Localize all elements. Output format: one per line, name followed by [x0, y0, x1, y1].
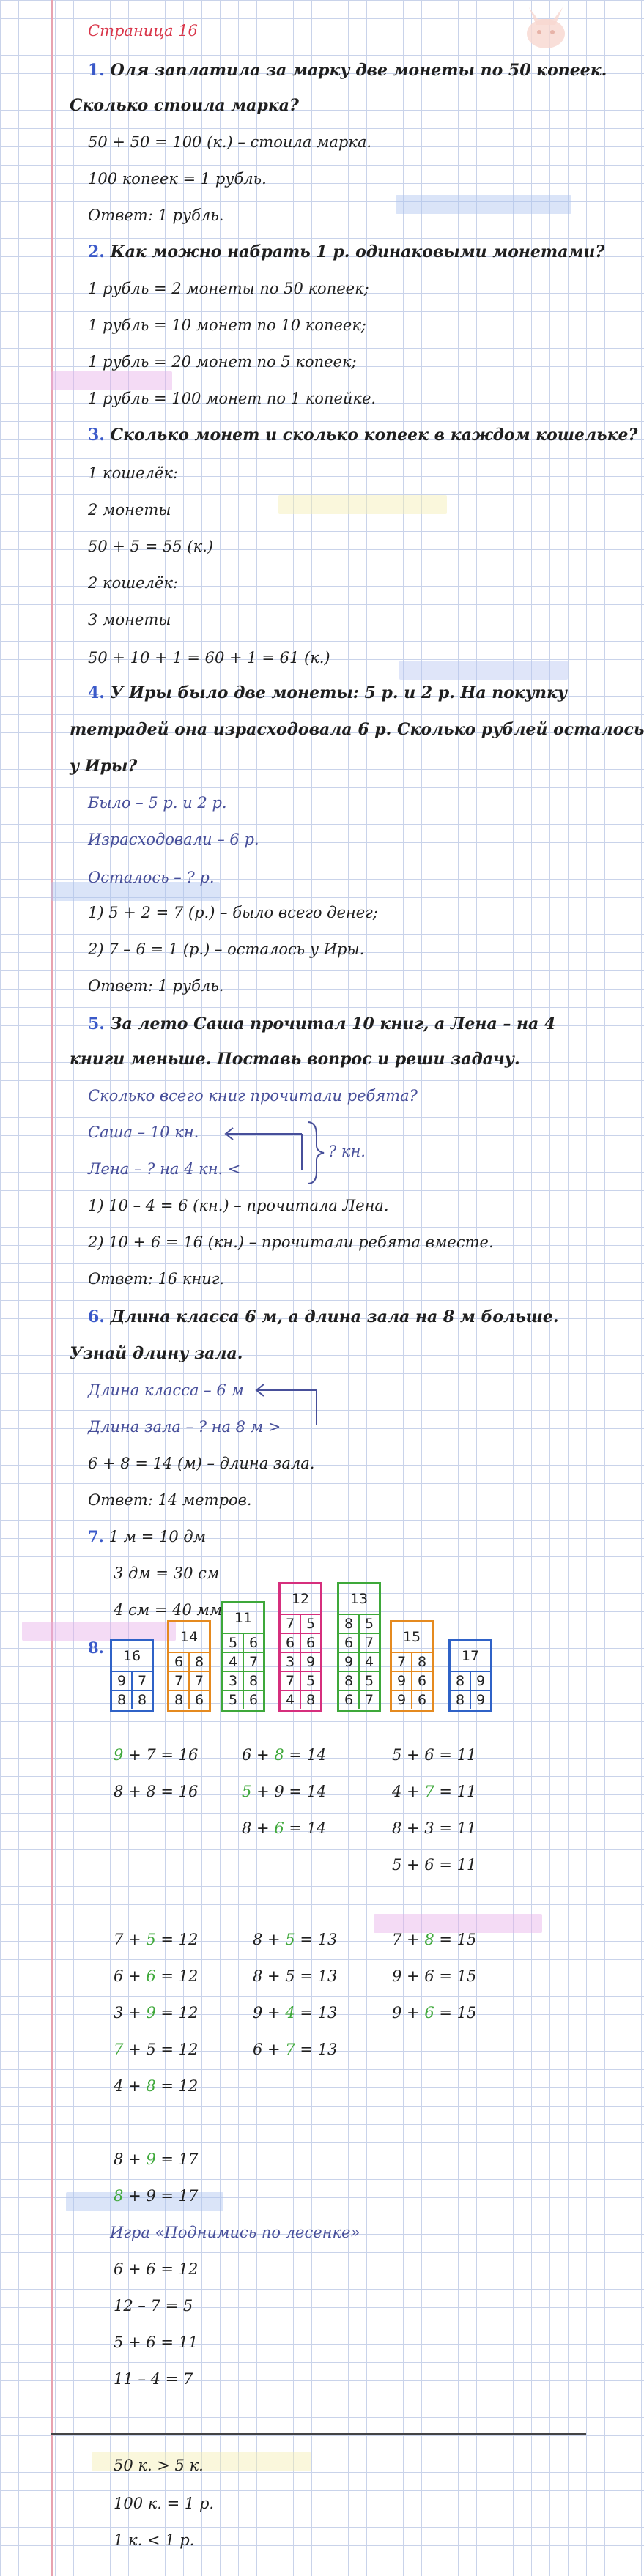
- tower-cell-number: 7: [131, 1672, 152, 1690]
- task4-condition: Осталось – ? р.: [88, 869, 215, 886]
- tower-top-number: 12: [291, 1591, 310, 1607]
- game-line: 5 + 6 = 11: [114, 2334, 199, 2351]
- tower-cell-number: 5: [228, 1692, 238, 1708]
- task5-question-line2: книги меньше. Поставь вопрос и реши задачу.: [70, 1050, 520, 1069]
- tower-cell-number: 6: [188, 1691, 209, 1709]
- tower-cell-number: 4: [228, 1654, 238, 1670]
- task3-line: 50 + 5 = 55 (к.): [88, 538, 213, 555]
- task8-equation: 9 + 6 = 15: [392, 2004, 477, 2022]
- game-title: Игра «Поднимись по лесенке»: [110, 2224, 360, 2241]
- task8-equation: 8 + 5 = 13: [253, 1931, 338, 1948]
- task8-equation: 8 + 9 = 17: [114, 2187, 199, 2205]
- tower-cell-number: 6: [174, 1654, 184, 1670]
- task1-solution-line: 50 + 50 = 100 (к.) – стоила марка.: [88, 133, 372, 151]
- task8-equation: 9 + 7 = 16: [114, 1746, 199, 1764]
- tower-cell-number: 7: [188, 1672, 209, 1690]
- task4-condition: Было – 5 р. и 2 р.: [88, 794, 227, 812]
- task8-equation: 4 + 7 = 11: [392, 1783, 477, 1800]
- tower-cell-number: 6: [300, 1634, 320, 1652]
- tower-cell-number: 6: [285, 1635, 295, 1651]
- task8-equation: 9 + 4 = 13: [253, 2004, 338, 2022]
- task8-equation: 6 + 6 = 12: [114, 1967, 199, 1985]
- tower-cell-number: 9: [300, 1653, 320, 1671]
- compare-line: 100 к. = 1 р.: [114, 2495, 215, 2512]
- task8-equation: 4 + 8 = 12: [114, 2077, 199, 2095]
- tower-cell-number: 5: [228, 1635, 238, 1651]
- task8-equation: 7 + 5 = 12: [114, 1931, 199, 1948]
- task8-equation: 5 + 9 = 14: [242, 1783, 327, 1800]
- tower-cell-number: 8: [188, 1653, 209, 1671]
- task1-answer: Ответ: 1 рубль.: [88, 207, 224, 224]
- tower-top-number: 16: [122, 1648, 141, 1664]
- task5-question: 5. За лето Саша прочитал 10 книг, а Лена – на 4: [88, 1014, 556, 1033]
- task7-line: 3 дм = 30 см: [114, 1564, 220, 1582]
- compare-line: 50 к. > 5 к.: [114, 2457, 204, 2474]
- task5-brace-label: ? кн.: [328, 1143, 366, 1160]
- task4-question-line2: тетрадей она израсходовала 6 р. Сколько рублей осталось: [70, 720, 644, 739]
- task8-equation: 5 + 6 = 11: [392, 1746, 477, 1764]
- task8-equation: 8 + 8 = 16: [114, 1783, 199, 1800]
- task6-diagram: [249, 1377, 330, 1436]
- highlight-mark: [278, 495, 447, 514]
- tower-cell-number: 8: [344, 1616, 354, 1632]
- task6-answer: Ответ: 14 метров.: [88, 1491, 252, 1509]
- task1-question-line2: Сколько стоила марка?: [70, 96, 299, 115]
- task3-question: 3. Сколько монет и сколько копеек в каждом кошельке?: [88, 426, 638, 445]
- tower-cell-number: 7: [358, 1691, 379, 1709]
- task5-solution-line: 1) 10 – 4 = 6 (кн.) – прочитала Лена.: [88, 1197, 389, 1214]
- task8-equation: 7 + 5 = 12: [114, 2041, 199, 2058]
- task8-equation: 9 + 6 = 15: [392, 1967, 477, 1985]
- task2-line: 1 рубль = 20 монет по 5 копеек;: [88, 353, 357, 371]
- mascot-logo: [513, 0, 579, 53]
- task3-line: 2 монеты: [88, 501, 171, 519]
- tower-cell-number: 9: [470, 1672, 490, 1690]
- task5-answer: Ответ: 16 книг.: [88, 1270, 225, 1288]
- tower-cell-number: 6: [243, 1634, 263, 1652]
- tower-top-number: 13: [349, 1591, 369, 1607]
- number-tower: [448, 1639, 492, 1712]
- task2-question: 2. Как можно набрать 1 р. одинаковыми монетами?: [88, 242, 605, 261]
- tower-cell-number: 8: [455, 1673, 465, 1689]
- task6-solution-line: 6 + 8 = 14 (м) – длина зала.: [88, 1455, 315, 1472]
- tower-cell-number: 9: [396, 1673, 407, 1689]
- tower-cell-number: 4: [285, 1692, 295, 1708]
- tower-cell-number: 6: [344, 1692, 354, 1708]
- tower-cell-number: 7: [285, 1616, 295, 1632]
- task1-solution-line: 100 копеек = 1 рубль.: [88, 170, 267, 188]
- tower-cell-number: 5: [358, 1672, 379, 1690]
- game-line: 6 + 6 = 12: [114, 2260, 199, 2278]
- tower-top-number: 11: [234, 1610, 253, 1626]
- task4-question: 4. У Иры было две монеты: 5 р. и 2 р. На покупку: [88, 683, 567, 702]
- tower-cell-number: 5: [300, 1615, 320, 1633]
- task8-number: 8.: [88, 1638, 104, 1657]
- number-tower: [278, 1582, 322, 1712]
- tower-cell-number: 8: [455, 1692, 465, 1708]
- tower-cell-number: 3: [285, 1654, 295, 1670]
- task8-equation: 8 + 6 = 14: [242, 1819, 327, 1837]
- task7-line: 7. 1 м = 10 дм: [88, 1527, 207, 1545]
- task4-question-line3: у Иры?: [70, 757, 138, 776]
- tower-cell-number: 8: [174, 1692, 184, 1708]
- game-line: 12 – 7 = 5: [114, 2297, 193, 2315]
- task8-equation: 8 + 5 = 13: [253, 1967, 338, 1985]
- tower-cell-number: 7: [358, 1634, 379, 1652]
- tower-cell-number: 4: [358, 1653, 379, 1671]
- task3-line: 1 кошелёк:: [88, 464, 178, 482]
- task2-line: 1 рубль = 10 монет по 10 копеек;: [88, 316, 366, 334]
- tower-cell-number: 8: [116, 1692, 127, 1708]
- tower-cell-number: 5: [358, 1615, 379, 1633]
- task8-equation: 7 + 8 = 15: [392, 1931, 477, 1948]
- tower-cell-number: 7: [396, 1654, 407, 1670]
- tower-cell-number: 8: [411, 1653, 432, 1671]
- compare-line: 1 к. < 1 р.: [114, 2531, 195, 2549]
- number-tower: [390, 1620, 434, 1712]
- tower-cell-number: 7: [285, 1673, 295, 1689]
- tower-cell-number: 9: [470, 1691, 490, 1709]
- task6-condition: Длина класса – 6 м: [88, 1381, 244, 1399]
- game-line: 11 – 4 = 7: [114, 2370, 193, 2388]
- task3-line: 50 + 10 + 1 = 60 + 1 = 61 (к.): [88, 649, 330, 667]
- task6-condition: Длина зала – ? на 8 м >: [88, 1418, 281, 1436]
- number-tower: [221, 1601, 265, 1712]
- tower-cell-number: 5: [300, 1672, 320, 1690]
- task5-diagram: [220, 1113, 337, 1194]
- task8-equation: 8 + 3 = 11: [392, 1819, 477, 1837]
- task8-equation: 8 + 9 = 17: [114, 2150, 199, 2168]
- tower-cell-number: 9: [396, 1692, 407, 1708]
- number-tower: [167, 1620, 211, 1712]
- number-tower: [337, 1582, 381, 1712]
- task5-condition: Лена – ? на 4 кн. <: [88, 1160, 241, 1178]
- task8-equation: 6 + 7 = 13: [253, 2041, 338, 2058]
- task2-line: 1 рубль = 100 монет по 1 копейке.: [88, 390, 377, 407]
- task4-solution-line: 2) 7 – 6 = 1 (р.) – осталось у Иры.: [88, 940, 365, 958]
- tower-cell-number: 6: [243, 1691, 263, 1709]
- highlight-mark: [396, 195, 571, 214]
- tower-cell-number: 7: [243, 1653, 263, 1671]
- tower-top-number: 17: [461, 1648, 480, 1664]
- task5-posed-question: Сколько всего книг прочитали ребята?: [88, 1087, 418, 1105]
- task2-line: 1 рубль = 2 монеты по 50 копеек;: [88, 280, 369, 297]
- task4-answer: Ответ: 1 рубль.: [88, 977, 224, 995]
- task3-line: 3 монеты: [88, 611, 171, 628]
- task7-line: 4 см = 40 мм: [114, 1601, 223, 1619]
- task8-equation: 6 + 8 = 14: [242, 1746, 327, 1764]
- task1-question: 1. Оля заплатила за марку две монеты по 50 копеек.: [88, 61, 607, 80]
- number-tower: [110, 1639, 154, 1712]
- tower-cell-number: 6: [411, 1672, 432, 1690]
- tower-cell-number: 9: [116, 1673, 127, 1689]
- page-title: Страница 16: [88, 22, 198, 40]
- highlight-mark: [399, 661, 568, 680]
- task3-line: 2 кошелёк:: [88, 574, 178, 592]
- task8-equation: 5 + 6 = 11: [392, 1856, 477, 1874]
- section-divider: [51, 2433, 586, 2435]
- tower-cell-number: 3: [228, 1673, 238, 1689]
- task6-question-line2: Узнай длину зала.: [70, 1344, 243, 1363]
- tower-top-number: 14: [179, 1629, 199, 1645]
- tower-cell-number: 7: [174, 1673, 184, 1689]
- tower-cell-number: 6: [411, 1691, 432, 1709]
- tower-cell-number: 8: [344, 1673, 354, 1689]
- task4-condition: Израсходовали – 6 р.: [88, 831, 259, 848]
- task6-question: 6. Длина класса 6 м, а длина зала на 8 м больше.: [88, 1307, 559, 1326]
- task5-solution-line: 2) 10 + 6 = 16 (кн.) – прочитали ребята вместе.: [88, 1233, 494, 1251]
- task5-condition: Саша – 10 кн.: [88, 1124, 199, 1141]
- tower-top-number: 15: [402, 1629, 421, 1645]
- tower-cell-number: 6: [344, 1635, 354, 1651]
- tower-cell-number: 8: [243, 1672, 263, 1690]
- task8-equation: 3 + 9 = 12: [114, 2004, 199, 2022]
- tower-cell-number: 9: [344, 1654, 354, 1670]
- tower-cell-number: 8: [300, 1691, 320, 1709]
- task4-solution-line: 1) 5 + 2 = 7 (р.) – было всего денег;: [88, 904, 378, 921]
- tower-cell-number: 8: [131, 1691, 152, 1709]
